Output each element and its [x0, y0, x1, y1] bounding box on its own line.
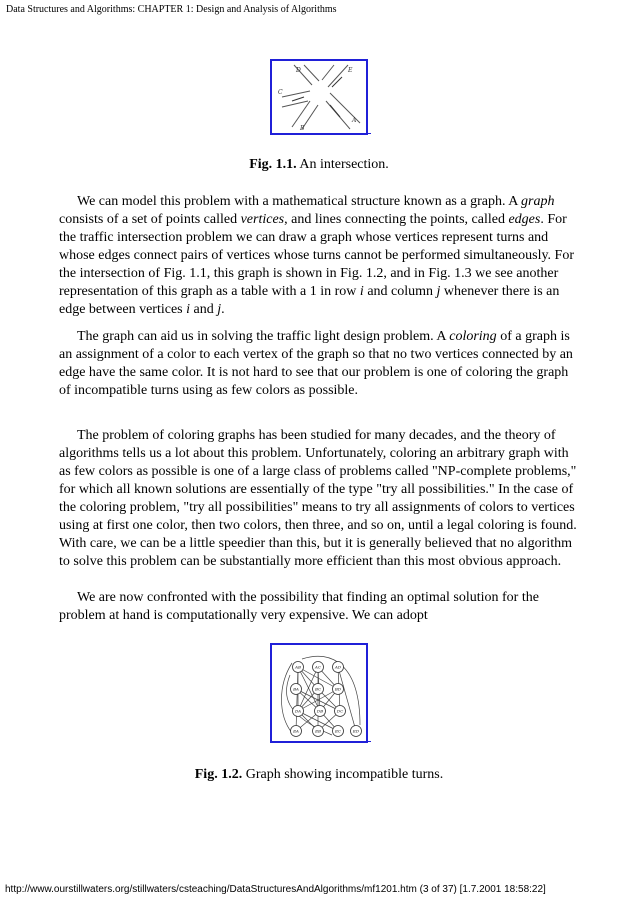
figure-1-1-image[interactable]	[270, 59, 368, 135]
node-da: DA	[294, 708, 302, 714]
figure-1-2-caption	[0, 766, 638, 784]
figure-1-2-link-mark	[366, 741, 371, 742]
node-ed: ED	[352, 728, 360, 734]
paragraph-coloring: The graph can aid us in solving the traffic light design problem. A coloring of a graph is an assignment of a color to each vertex of the graph so that no two vertices connected by an edge have the same color. It is not hard to see that our problem is one of coloring the graph of incompatible turns using as few colors as possible.	[59, 329, 573, 398]
node-bd: BD	[334, 686, 342, 692]
term-coloring: coloring	[449, 329, 497, 344]
figure-1-1-caption	[0, 156, 638, 174]
figure-1-2-image[interactable]	[270, 643, 368, 743]
node-ab: AB	[295, 664, 301, 670]
figure-1-2-caption-text: Graph showing incompatible turns.	[242, 767, 444, 782]
label-a: A	[352, 117, 357, 124]
label-b: B	[300, 125, 305, 132]
label-e: E	[348, 67, 353, 74]
node-db: DB	[316, 708, 324, 714]
incompatible-turns-graph	[272, 645, 366, 741]
figure-1-2-caption-label: Fig. 1.2.	[194, 767, 243, 782]
running-head: Data Structures and Algorithms: CHAPTER 1: Design and Analysis of Algorithms	[6, 4, 337, 15]
figure-1-1-caption-label: Fig. 1.1.	[249, 157, 297, 172]
paragraph-graph-model: We can model this problem with a mathematical structure known as a graph. A graph consists of a set of points called vertices, and lines connecting the points, called edges. For the traffic intersection problem we can draw a graph whose vertices represent turns and whose edges connect pairs of vertices whose turns cannot be performed simultaneously. For the intersection of Fig. 1.1, this graph is shown in Fig. 1.2, and in Fig. 1.3 we see another representation of this graph as a table with a 1 in row i and column j whenever there is an edge between vertices i and j.	[59, 194, 575, 317]
node-ba: BA	[293, 686, 299, 692]
term-edges: edges	[508, 212, 541, 227]
intersection-diagram	[272, 61, 366, 133]
label-c: C	[278, 89, 283, 96]
figure-1-1-link-mark	[366, 133, 371, 134]
page-footer-url: http://www.ourstillwaters.org/stillwaters/csteaching/DataStructuresAndAlgorithms/mf1201.htm (3 of 37) [1.7.2001 18:58:22]	[5, 884, 546, 895]
paragraph-optimal-solution: We are now confronted with the possibility that finding an optimal solution for the problem at hand is computationally very expensive. We can adopt	[59, 590, 539, 623]
label-d: D	[296, 67, 301, 74]
node-ec: EC	[335, 728, 341, 734]
paragraph-np-complete: The problem of coloring graphs has been studied for many decades, and the theory of algorithms tells us a lot about this problem. Unfortunately, coloring an arbitrary graph with as few colors as possible is one of a large class of problems called "NP-complete problems," for which all known solutions are essentially of the type "try all possibilities." In the case of the coloring problem, "try all possibilities" means to try all assignments of colors to vertices using at first one color, then two colors, then three, and so on, until a legal coloring is found. With care, we can be a little speedier than this, but it is generally believed that no algorithm to solve this problem can be substantially more efficient than this most obvious approach.	[59, 428, 577, 569]
figure-1-1-caption-text: An intersection.	[296, 157, 389, 172]
term-vertices: vertices	[240, 212, 285, 227]
node-ad: AD	[334, 664, 342, 670]
node-eb: EB	[315, 728, 321, 734]
node-ea: EA	[293, 728, 299, 734]
node-dc: DC	[336, 708, 344, 714]
node-bc: BC	[314, 686, 322, 692]
term-graph: graph	[521, 194, 555, 209]
node-ac: AC	[315, 664, 321, 670]
